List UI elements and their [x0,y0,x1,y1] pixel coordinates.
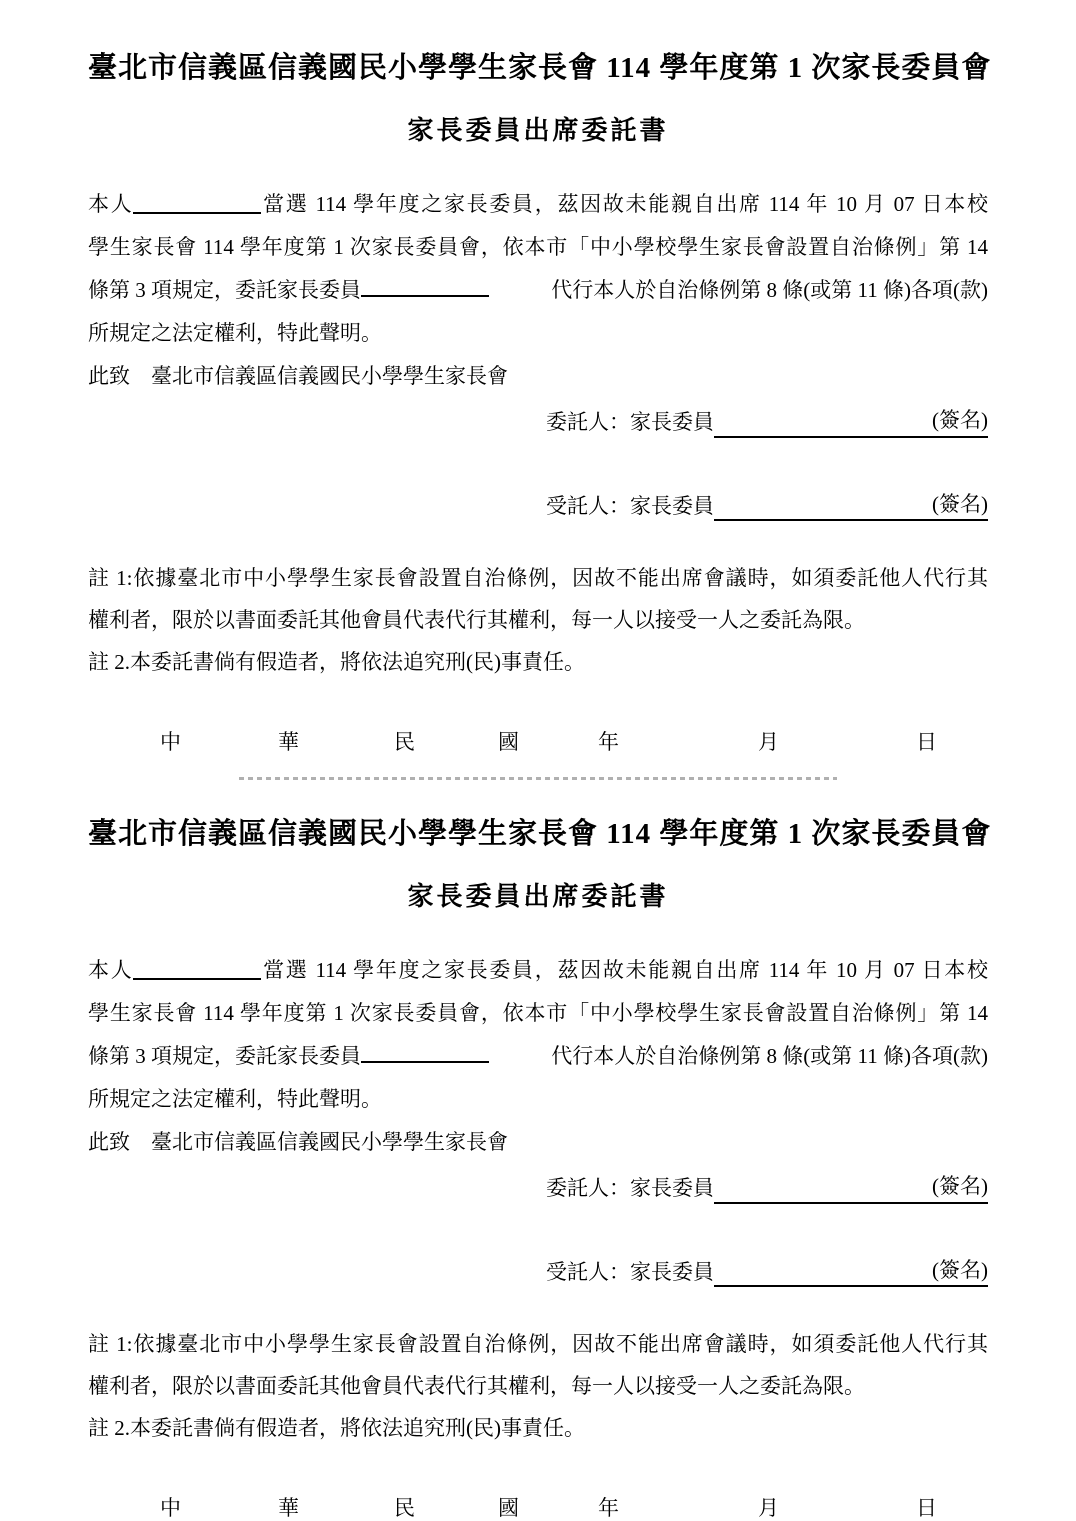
note-2: 註 2.本委託書倘有假造者，將依法追究刑(民)事責任。 [88,650,585,675]
delegator-signature-row [88,1172,988,1203]
form-subtitle: 家長委員出席委託書 [407,116,669,146]
date-char-year: 年 [598,730,619,755]
date-char: 國 [498,1496,519,1521]
form-title: 臺北市信義區信義國民小學學生家長會 114 學年度第 1 次家長委員會 [88,818,992,851]
date-char: 中 [160,1496,181,1521]
delegator-signature-blank [714,1172,988,1203]
proxy-form-copy-2 [88,816,992,1521]
date-char: 民 [394,1496,415,1521]
delegatee-signature-label: 受託人：家長委員 [546,1259,714,1284]
date-char-day: 日 [916,1496,937,1521]
addressee-line: 此致 臺北市信義區信義國民小學學生家長會 [88,364,508,389]
roc-date-row [88,727,988,757]
principal-name-blank [133,968,261,980]
note-1-line-1: 註 1:依據臺北市中小學學生家長會設置自治條例，因故不能出席會議時，如須委託他人代行其 [88,566,988,591]
proxy-form-copy-1 [88,50,992,757]
body-line-2: 學生家長會 114 學年度第 1 次家長委員會，依本市「中小學校學生家長會設置自治條例」第 14 [88,1001,988,1026]
delegator-signature-blank [714,406,988,437]
delegator-signature-label: 委託人：家長委員 [546,410,714,435]
body-line-2: 學生家長會 114 學年度第 1 次家長委員會，依本市「中小學校學生家長會設置自治條例」第 14 [88,235,988,260]
addressee-line: 此致 臺北市信義區信義國民小學學生家長會 [88,1130,508,1155]
sign-suffix: (簽名) [932,1257,988,1282]
note-2: 註 2.本委託書倘有假造者，將依法追究刑(民)事責任。 [88,1416,585,1441]
body-line-3-pre: 條第 3 項規定，委託家長委員 [88,1044,361,1069]
delegate-name-blank [361,285,489,297]
body-line-3 [88,1035,988,1078]
note-1-line-1: 註 1:依據臺北市中小學學生家長會設置自治條例，因故不能出席會議時，如須委託他人代行其 [88,1332,988,1357]
delegatee-signature-label: 受託人：家長委員 [546,493,714,518]
sign-suffix: (簽名) [932,408,988,433]
form-subtitle: 家長委員出席委託書 [407,882,669,912]
principal-name-blank [133,202,261,214]
sign-suffix: (簽名) [932,1174,988,1199]
body-line-3 [88,269,988,312]
date-char-month: 月 [758,1496,779,1521]
body-line-4: 所規定之法定權利，特此聲明。 [88,1087,382,1112]
body-line-1-pre: 本人 [88,958,134,983]
body-line-3-post: 代行本人於自治條例第 8 條(或第 11 條)各項(款) [551,278,988,303]
form-title: 臺北市信義區信義國民小學學生家長會 114 學年度第 1 次家長委員會 [88,52,992,84]
body-line-3-post: 代行本人於自治條例第 8 條(或第 11 條)各項(款) [551,1044,988,1069]
body-line-1 [88,949,988,992]
date-char: 民 [394,730,415,755]
cut-line-separator [239,777,837,780]
form-notes [88,557,988,683]
body-line-1-post: 當選 114 學年度之家長委員，茲因故未能親自出席 114 年 10 月 07 日本校 [261,958,988,983]
roc-date-row [88,1493,988,1521]
body-line-1-pre: 本人 [88,192,134,217]
delegatee-signature-row [88,490,988,521]
delegator-signature-label: 委託人：家長委員 [546,1176,714,1201]
note-1-line-2: 權利者，限於以書面委託其他會員代表代行其權利，每一人以接受一人之委託為限。 [88,608,865,633]
delegate-name-blank [361,1051,489,1063]
form-body [88,183,988,398]
body-line-1-post: 當選 114 學年度之家長委員，茲因故未能親自出席 114 年 10 月 07 日本校 [261,192,988,217]
date-char: 中 [160,730,181,755]
form-body [88,949,988,1164]
date-char: 國 [498,730,519,755]
delegatee-signature-blank [714,490,988,521]
date-char: 華 [278,1496,299,1521]
body-line-3-pre: 條第 3 項規定，委託家長委員 [88,278,361,303]
delegatee-signature-blank [714,1256,988,1287]
date-char-year: 年 [598,1496,619,1521]
note-1-line-2: 權利者，限於以書面委託其他會員代表代行其權利，每一人以接受一人之委託為限。 [88,1374,865,1399]
body-line-4: 所規定之法定權利，特此聲明。 [88,321,382,346]
delegatee-signature-row [88,1256,988,1287]
date-char-month: 月 [758,730,779,755]
date-char: 華 [278,730,299,755]
delegator-signature-row [88,406,988,437]
sign-suffix: (簽名) [932,491,988,516]
form-notes [88,1323,988,1449]
body-line-1 [88,183,988,226]
date-char-day: 日 [916,730,937,755]
